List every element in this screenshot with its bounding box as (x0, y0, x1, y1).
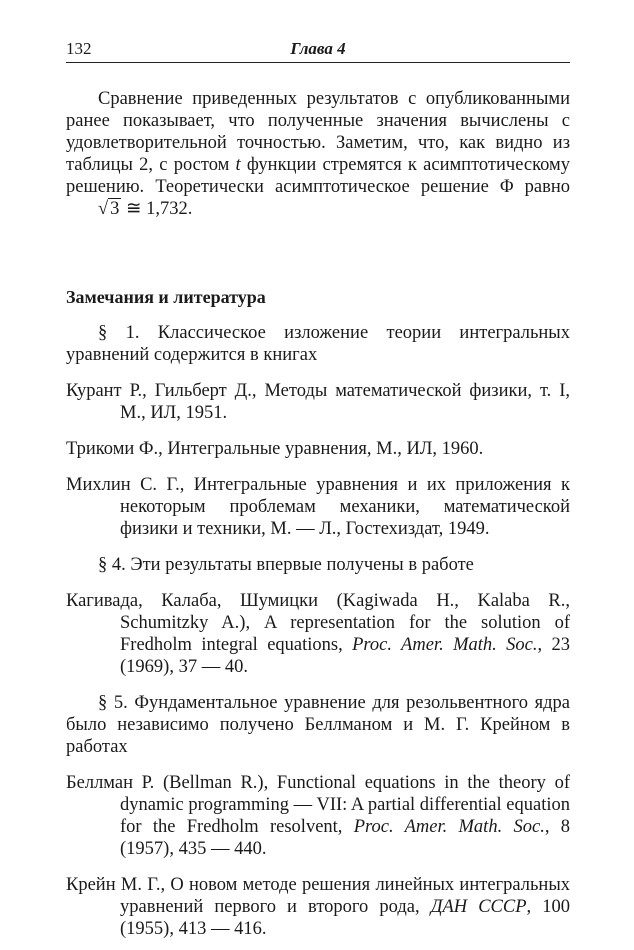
chapter-title: Глава 4 (290, 39, 346, 58)
reference-bellman-details: , 8 (1957), 435 — 440. (120, 817, 570, 859)
reference-mikhlin: Михлин С. Г., Интегральные уравнения и их приложения к некоторым проблемам механики, математической физики и техники, М. — Л., Гостехиздат, 1949. (66, 475, 570, 539)
reference-tricomi: Трикоми Ф., Интегральные уравнения, М., ИЛ, 1960. (66, 439, 484, 459)
page-number: 132 (66, 39, 92, 58)
note-section-5: § 5. Фундаментальное уравнение для резольвентного ядра было независимо получено Беллманом и М. Г. Крейном в работах (66, 693, 570, 757)
reference-kagiwada-details: , 23 (1969), 37 — 40. (120, 635, 570, 677)
reference-bellman-authors: Беллман Р. (Bellman R.), Functional equations in the theory of dynamic programming — VII: A partial differential equation for the Fredholm resolvent, (66, 773, 570, 837)
sqrt-symbol: √ (98, 199, 109, 219)
reference-krein-authors: Крейн М. Г., О новом методе решения линейных интегральных уравнений первого и второго рода, (66, 875, 570, 917)
book-page (66, 38, 570, 940)
reference-kagiwada (66, 590, 570, 678)
page-header (66, 38, 570, 62)
header-rule (66, 62, 570, 63)
reference-kagiwada-authors: Кагивада, Калаба, Шумицки (Kagiwada H., Kalaba R., Schumitzky A.), A representation for the solution of Fredholm integral equations, (66, 591, 570, 655)
reference-krein-journal: ДАН СССР (430, 897, 527, 917)
reference-kagiwada-journal: Proc. Amer. Math. Soc. (352, 635, 538, 655)
approx-value: ≅ 1,732. (121, 199, 193, 219)
reference-bellman-journal: Proc. Amer. Math. Soc. (353, 817, 545, 837)
sqrt-radicand: 3 (110, 199, 120, 219)
section-title: Замечания и литература (66, 287, 266, 307)
intro-text-cont: функции стремятся к асимптотическому решению. Теоретически асимптотическое решение Φ равно (66, 155, 570, 197)
note-section-4: § 4. Эти результаты впервые получены в работе (98, 555, 474, 575)
reference-krein (66, 874, 570, 940)
intro-paragraph (66, 88, 570, 220)
reference-courant: Курант Р., Гильберт Д., Методы математической физики, т. I, М., ИЛ, 1951. (66, 381, 570, 423)
sqrt-expression (66, 198, 121, 220)
reference-bellman (66, 772, 570, 860)
variable-t: t (235, 155, 241, 175)
note-section-1: § 1. Классическое изложение теории интегральных уравнений содержится в книгах (66, 323, 570, 365)
intro-text: Сравнение приведенных результатов с опубликованными ранее показывает, что полученные значения вычислены с удовлетворительной точностью. Заметим, что, как видно из таблицы 2, с ростом (66, 89, 570, 175)
reference-krein-details: , 100 (1955), 413 — 416. (120, 897, 570, 939)
